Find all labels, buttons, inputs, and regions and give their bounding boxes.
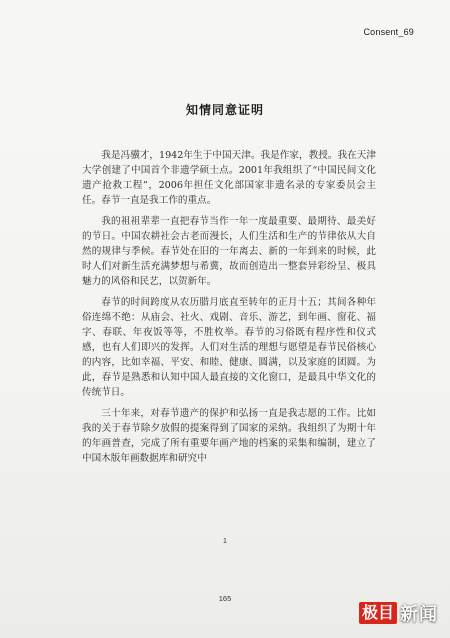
document-body bbox=[82, 148, 376, 472]
news-watermark bbox=[359, 600, 438, 626]
document-id: Consent_69 bbox=[363, 27, 414, 37]
watermark-logo-icon: 极目 bbox=[359, 602, 397, 624]
watermark-name: 新闻 bbox=[400, 604, 438, 625]
paragraph-4: 三十年来，对春节遗产的保护和弘扬一直是我志愿的工作。比如我的关于春节除夕放假的提案得到了国家的采纳。我组织了为期十年的年画普查，完成了所有重要年画产地的档案的采集和编制，建立了中国木版年画数据库和研究中 bbox=[82, 408, 376, 464]
outer-page-number: 165 bbox=[218, 594, 232, 603]
inner-page-number: 1 bbox=[223, 538, 227, 545]
paragraph-2: 我的祖祖辈辈一直把春节当作一年一度最重要、最期待、最美好的节日。中国农耕社会古老而漫长，人们生活和生产的节律依从大自然的规律与季候。春节处在旧的一年离去、新的一年到来的时候，此时人们对新生活充满梦想与希冀，故而创造出一整套异彩纷呈、极具魅力的风俗和民艺，以贺新年。 bbox=[82, 216, 376, 287]
paragraph-3: 春节的时间跨度从农历腊月底直至转年的正月十五；其间各种年俗连绵不绝：从庙会、社火、戏剧、音乐、游艺，到年画、窗花、福字、春联、年夜饭等等，不胜枚举。春节的习俗既有程序性和仪式感，也有人们即兴的发挥。人们对生活的理想与愿望是春节民俗核心的内容，比如幸福、平安、和睦、健康、圆满，以及家庭的团圆。为此，春节是熟悉和认知中国人最直接的文化窗口，是最具中华文化的传统节日。 bbox=[82, 297, 376, 398]
document-title: 知情同意证明 bbox=[185, 103, 264, 117]
paragraph-1: 我是冯骥才，1942年生于中国天津。我是作家，教授。我在天津大学创建了中国首个非遗学硕士点。2001年我组织了“中国民间文化遗产抢救工程”，2006年担任文化部国家非遗名录的专家委员会主任。春节一直是我工作的重点。 bbox=[82, 150, 376, 206]
